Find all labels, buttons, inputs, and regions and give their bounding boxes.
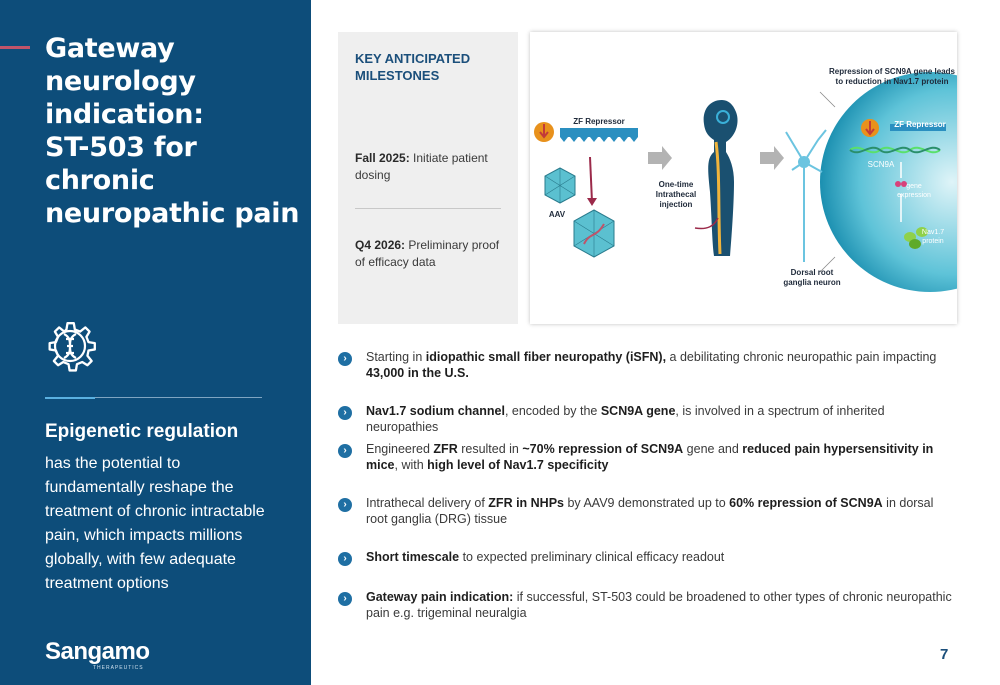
bullet-run: , is involved in a spectrum of inherited neuropathies bbox=[366, 404, 885, 434]
epigenetic-heading: Epigenetic regulation bbox=[45, 421, 239, 442]
bullet-bold-run: SCN9A gene bbox=[600, 404, 676, 418]
bullet-run: Intrathecal delivery of bbox=[366, 496, 489, 510]
chevron-right-icon: › bbox=[338, 552, 352, 566]
sangamo-logo bbox=[45, 638, 155, 674]
bullet-run: gene and bbox=[683, 442, 743, 456]
chevron-right-icon: › bbox=[338, 592, 352, 606]
bullet-bold-run: Gateway pain indication: bbox=[366, 590, 514, 604]
epigenetic-body: has the potential to fundamentally reshape the treatment of chronic intractable pain, which impacts millions globally, with few adequate treatment options bbox=[45, 455, 265, 592]
arrow-icon bbox=[648, 146, 672, 170]
accent-bar bbox=[0, 46, 30, 49]
bullet-run: , with bbox=[394, 458, 428, 472]
bullet-run: a debilitating chronic neuropathic pain impacting bbox=[666, 350, 937, 364]
zf-repressor-left-label: ZF Repressor bbox=[573, 117, 625, 126]
milestone-divider bbox=[355, 208, 501, 209]
milestone-text: Preliminary proof of efficacy data bbox=[355, 238, 500, 269]
title-line-2: indication: bbox=[45, 99, 204, 130]
drg-label: Dorsal root ganglia neuron bbox=[783, 268, 841, 287]
bullet-run: to expected preliminary clinical efficacy readout bbox=[459, 550, 725, 564]
neuron-icon bbox=[786, 130, 826, 262]
bullet-run: , encoded by the bbox=[504, 404, 601, 418]
title-line-4: neuropathic pain bbox=[45, 198, 300, 229]
logo-subtitle: THERAPEUTICS bbox=[93, 665, 144, 671]
scn9a-label: SCN9A bbox=[867, 160, 895, 169]
zf-repressor-right-label: ZF Repressor bbox=[894, 120, 946, 129]
bullet-bold-run: Nav1.7 sodium channel bbox=[366, 404, 505, 418]
milestone-item bbox=[355, 150, 510, 184]
aav-label: AAV bbox=[548, 210, 566, 219]
injection-label: One-time Intrathecal injection bbox=[655, 180, 697, 209]
bullet-bold-run: 60% repression of SCN9A bbox=[729, 496, 883, 510]
milestone-item bbox=[355, 237, 510, 271]
bullet-run: by AAV9 demonstrated up to bbox=[564, 496, 730, 510]
bullet-text bbox=[366, 549, 956, 565]
bullet-bold-run: Short timescale bbox=[366, 550, 460, 564]
bullet-text bbox=[366, 589, 956, 621]
chevron-right-icon: › bbox=[338, 352, 352, 366]
bullet-bold-run: idiopathic small fiber neuropathy (iSFN), bbox=[425, 350, 667, 364]
bullet-text bbox=[366, 349, 956, 381]
dna-gear-icon bbox=[40, 313, 100, 379]
cell-circle bbox=[820, 72, 957, 292]
left-divider bbox=[45, 397, 262, 398]
milestone-date: Q4 2026: bbox=[355, 238, 406, 252]
logo-word: Sangamo bbox=[45, 638, 150, 665]
bullet-bold-run: reduced pain hypersensitivity in mice bbox=[366, 442, 934, 472]
left-panel bbox=[0, 0, 311, 685]
bullet-text bbox=[366, 495, 956, 527]
human-silhouette-icon bbox=[704, 100, 738, 256]
milestones-box bbox=[338, 32, 518, 324]
bullet-run: Starting in bbox=[366, 350, 426, 364]
bullet-bold-run: ~70% repression of SCN9A bbox=[522, 442, 684, 456]
diagram-caption: Repression of SCN9A gene leads to reduction in Nav1.7 protein bbox=[829, 67, 955, 86]
title-line-3: ST-503 for chronic bbox=[45, 132, 197, 196]
slide-title bbox=[45, 32, 305, 230]
title-line-1: Gateway neurology bbox=[45, 33, 196, 97]
chevron-right-icon: › bbox=[338, 406, 352, 420]
bullet-bold-run: high level of Nav1.7 specificity bbox=[427, 458, 609, 472]
milestone-date: Fall 2025: bbox=[355, 151, 410, 165]
nav-protein-label: Nav1.7 protein bbox=[921, 229, 945, 245]
gene-expression-label: gene expression bbox=[897, 183, 931, 199]
mechanism-diagram bbox=[530, 32, 957, 324]
page-number: 7 bbox=[940, 646, 949, 663]
arrow-icon bbox=[760, 146, 784, 170]
chevron-right-icon: › bbox=[338, 444, 352, 458]
milestone-text: Initiate patient dosing bbox=[355, 151, 488, 182]
bullet-bold-run: ZFR bbox=[433, 442, 458, 456]
bullet-run: if successful, ST-503 could be broadened to other types of chronic neuropathic pain e.g. trigeminal neuralgia bbox=[366, 590, 952, 620]
chevron-right-icon: › bbox=[338, 498, 352, 512]
aav-capsid-icon bbox=[545, 168, 575, 203]
bullet-text bbox=[366, 403, 956, 435]
aav-loaded-icon bbox=[574, 210, 614, 257]
bullet-run: in dorsal root ganglia (DRG) tissue bbox=[366, 496, 934, 526]
bullet-run: resulted in bbox=[457, 442, 523, 456]
milestones-heading: KEY ANTICIPATED MILESTONES bbox=[355, 51, 471, 83]
bullet-text bbox=[366, 441, 956, 473]
bullet-bold-run: 43,000 in the U.S. bbox=[366, 366, 469, 380]
bullet-bold-run: ZFR in NHPs bbox=[488, 496, 564, 510]
bullet-run: Engineered bbox=[366, 442, 434, 456]
